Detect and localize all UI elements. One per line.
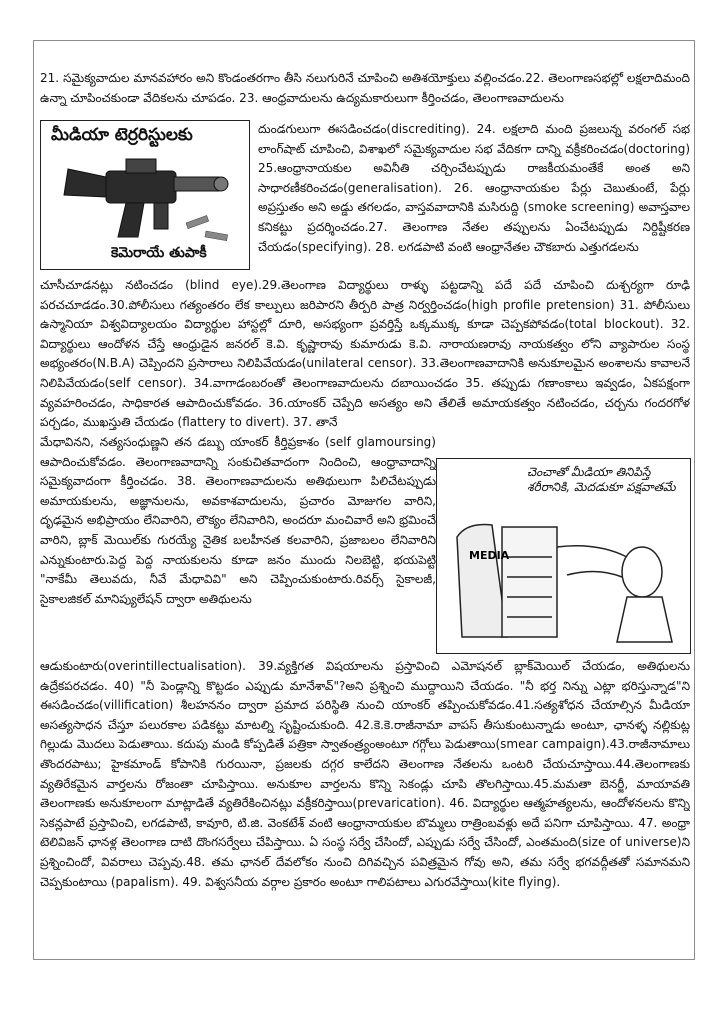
paragraph-right-1: దుండగులుగా ఈసడించడం(discrediting). 24. లక్షలాది మంది ప్రజలున్న వరంగల్ సభ లాంగ్‌షాట్ చూపించి, విశాఖలో సమైక్యవాదుల సభ వేదికగా దాన్ని వక్రీకరించడం(doctoring) 25.ఆంధ్రానాయకుల అవినీతి చర్చించేటప్పుడు రాజకీయమంతేకే అంత అని సాధారణీకరించడం(generalisation). 26. ఆంధ్రానాయకుల పేర్లు చెబుతుంటే, పేర్లు అప్రస్తుతం అని అడ్డు తగలడం, వాస్తవవాదానికి మసిరుద్ది (smoke screening) అవాస్తవాల కనికట్టు ప్రదర్శించడం.27. తెలంగాణ నేతల తప్పులను ఏంచేటప్పుడు నిర్దిష్టీకరణ చేయడం(specifying). 28. లగడపాటి వంటి ఆంధ్రానేతల చౌకబారు ఎత్తుగడలను bbox=[258, 122, 690, 254]
cartoon1-caption-top: మీడియా టెర్రరిస్టులకు bbox=[51, 125, 193, 145]
camera-gun-illustration bbox=[56, 151, 236, 246]
media-label: MEDIA bbox=[469, 549, 510, 562]
cartoon1-caption-bottom: కెమెరాయే తుపాకీ bbox=[111, 245, 207, 261]
cartoon2-caption: చెంచాతో మీడియా తినిపిస్తే శరీరానికి, మెదడుకూ పక్షవాతమే bbox=[527, 465, 676, 494]
cartoon-media-feeding bbox=[436, 458, 691, 654]
media-feeding-illustration bbox=[447, 497, 682, 647]
paragraph-middle: చూసీచూడనట్లు నటించడం (blind eye).29.తెలంగాణ విద్యార్థులు రాళ్ళు పట్టడాన్ని పదే పదే చూపించి దుశ్చర్యగా రూఢి పరచచూడడం.30.పోలీసులు గత్యంతరం లేక కాల్పులు జరిపారని తీర్పరి పాత్ర నిర్వర్తించడం(high profile pretension) 31. పోలీసులు ఉస్మానియా విశ్వవిద్యాలయం విద్యార్థుల హాస్టల్లో దూరి, అసభ్యంగా ప్రవర్తిస్తే ఒక్కముక్క కూడా చెప్పకపోవడం(total blockout). 32. విద్యార్థులు ఆందోళన చేస్తే ఆంధ్రుడైన జనరల్ కె.వి. కృష్ణారావు కుమారుడు కె.వి. నారాయణరావు నాయకత్వం లోని వ్యాపారుల సంస్థ అభ్యంతరం(N.B.A) చెప్పిందని ప్రసారాలు నిలిపివేయడం(unilateral censor). 33.తెలంగాణవాదానికి అనుకూలమైన అంశాలను కావాలనే నిలిపివేయడం(self censor). 34.వాగాడంబరంతో తెలంగాణవాదులను దబాయించడం 35. తప్పుడు గణాంకాలు ఇవ్వడం, ఏకపక్షంగా వ్యవహరించడం, సాధికారత ఆపాదించుకోవడం. 36.యాంకర్ చెప్పేది అసత్యం అని తేలితే అమాయకత్వం నటించడం, చర్చను గందరగోళ పర్చడం, ముఖస్తుతి చేయడం (flattery to divert). 37. తానే bbox=[40, 278, 690, 430]
paragraph-bottom: ఆడుకుంటారు(overintillectualisation). 39.వ్యక్తిగత విషయాలను ప్రస్తావించి ఎమోషనల్ బ్లాక్‌మెయిల్ చేయడం, అతిథులను ఉద్రేకపరచడం. 40) "నీ పెండ్లాన్ని కొట్టడం ఎప్పుడు మానేశావ్"?అని ప్రశ్నించి ముద్దాయిని చేయడం. "నీ భర్త నిన్ను ఎట్లా భరిస్తున్నాడ"ని ఈసడించడం(villification) శీలహననం ద్వారా ప్రమాద పరిస్థితి నుంచి యాంకర్ తప్పించుకోవడం.41.సత్యశోధన చేయాల్సిన మీడియా అసత్యసాధన చేస్తూ పలురకాల పడికట్టు మాటల్ని సృష్టించుకుంది. 42.కె.కె.రాజీనామా వాపస్ తీసుకుంటున్నాడు అంటూ, ఛానళ్ళ నల్లికుట్ల గిల్లుడు మొదలు పెడుతాయి. కదుపు మండి కోప్పడితే పత్రికా స్వాతంత్ర్యంఅంటూ గగ్గోలు పెడుతాయి(smear campaign).43.రాజీనామాలు తొందరపాటు; హైకమాండ్ కోపానికి గురయినా, ప్రజలకు దగ్గర కాలేదని తెలంగాణ నేతలను ఒంటరి చేయచూస్తాయి.44.తెలంగాణకు వ్యతిరేకమైన వార్తలను రోజంతా చూపిస్తాయి. అనుకూల వార్తలను కొన్ని సెకండ్లు చూపి తొలగిస్తాయి.45.మమతా బెనర్జీ, మాయావతి తెలంగాణకు అనుకూలంగా మాట్లాడితే వ్యతిరేకించినట్లు వక్రీకరిస్తాయి(prevarication). 46. విద్యార్థుల ఆత్మహత్యలను, ఆందోళనలను కొన్ని సెకన్లపాటే ప్రస్తావించి, లగడపాటి, కావూరి, టి.జి. వెంకటేశ్ వంటి ఆంధ్రానాయకుల బొమ్మలు రాత్రింబవళ్లు అదే పనిగా చూపిస్తాయి. 47. అంధ్రా టెలివిజన్ ఛానళ్ల తెలంగాణ దాటి దొంగసర్వేలు చేపిస్తాయి. ఏ సంస్థ సర్వే చేసిందో, ఎప్పుడు సర్వే చేసిందో, ఎంతమంది(size of universe)ని ప్రశ్నించిందో, వివరాలు చెప్పవు.48. తమ ఛానల్ దేవలోకం నుంచి దిగివచ్చిన పవిత్రమైన గోవు అని, తమ సర్వే భగవద్గీతతో సమానమని చెప్పకుంటాయి (papalism). 49. విశ్వసనీయ వర్గాల ప్రకారం అంటూ గాలిపటాలు ఎగురవేస్తాయి(kite flying). bbox=[40, 659, 690, 889]
paragraph-top: 21. సమైక్యవాదుల మానవహారం అని కొండంతరగాం తీసి నలుగురినే చూపించి అతిశయోక్తులు వల్లించడం.22. తెలంగాణసభల్లో లక్షలాదిమంది ఉన్నా చూపించకుండా వేదికలను చూపడం. 23. ఆంధ్రవాదులను ఉద్యమకారులుగా కీర్తించడం, తెలంగాణవాదులను bbox=[40, 71, 690, 105]
cartoon-camera-gun bbox=[40, 120, 250, 270]
paragraph-left-2: మేధావినని, నత్యసంధుణ్ణని తన డబ్బు యాంకర్ కీర్తిప్రకాశం (self glamoursing) ఆపాదించుకోవడం. తెలంగాణవాదాన్ని సంకుచితవాదంగా నిందించి, ఆంధ్రావాదాన్ని సమైక్యవాదంగా కీర్తించడం. 38. తెలంగాణవాదులను అతిథులుగా పిలిచేటప్పుడు అమాయకులను, అజ్ఞానులను, అవకాశవాదులను, ప్రచారం మోజుగల వారిని, దృఢమైన అభిప్రాయం లేనివారిని, లౌక్యం లేనివారిని, అందరూ మంచివారే అని భ్రమించే వారిని, బ్లాక్ మెయిల్‌కు గురయ్యే నైతిక బలహీనత కలవారిని, ప్రజాబలం లేనివారిని ఎన్నుకుంటారు.పెద్ద పెద్ద నాయకులను కూడా జనం ముందు నిలబెట్టి, భయపెట్టి "నాకేమీ తెలువదు, నీవే మేధావివి" అని చెప్పించుకుంటారు.రివర్స్ సైకాలజీ, సైకాలజికల్ మానిప్యులేషన్ ద్వారా అతిథులను bbox=[40, 435, 436, 606]
